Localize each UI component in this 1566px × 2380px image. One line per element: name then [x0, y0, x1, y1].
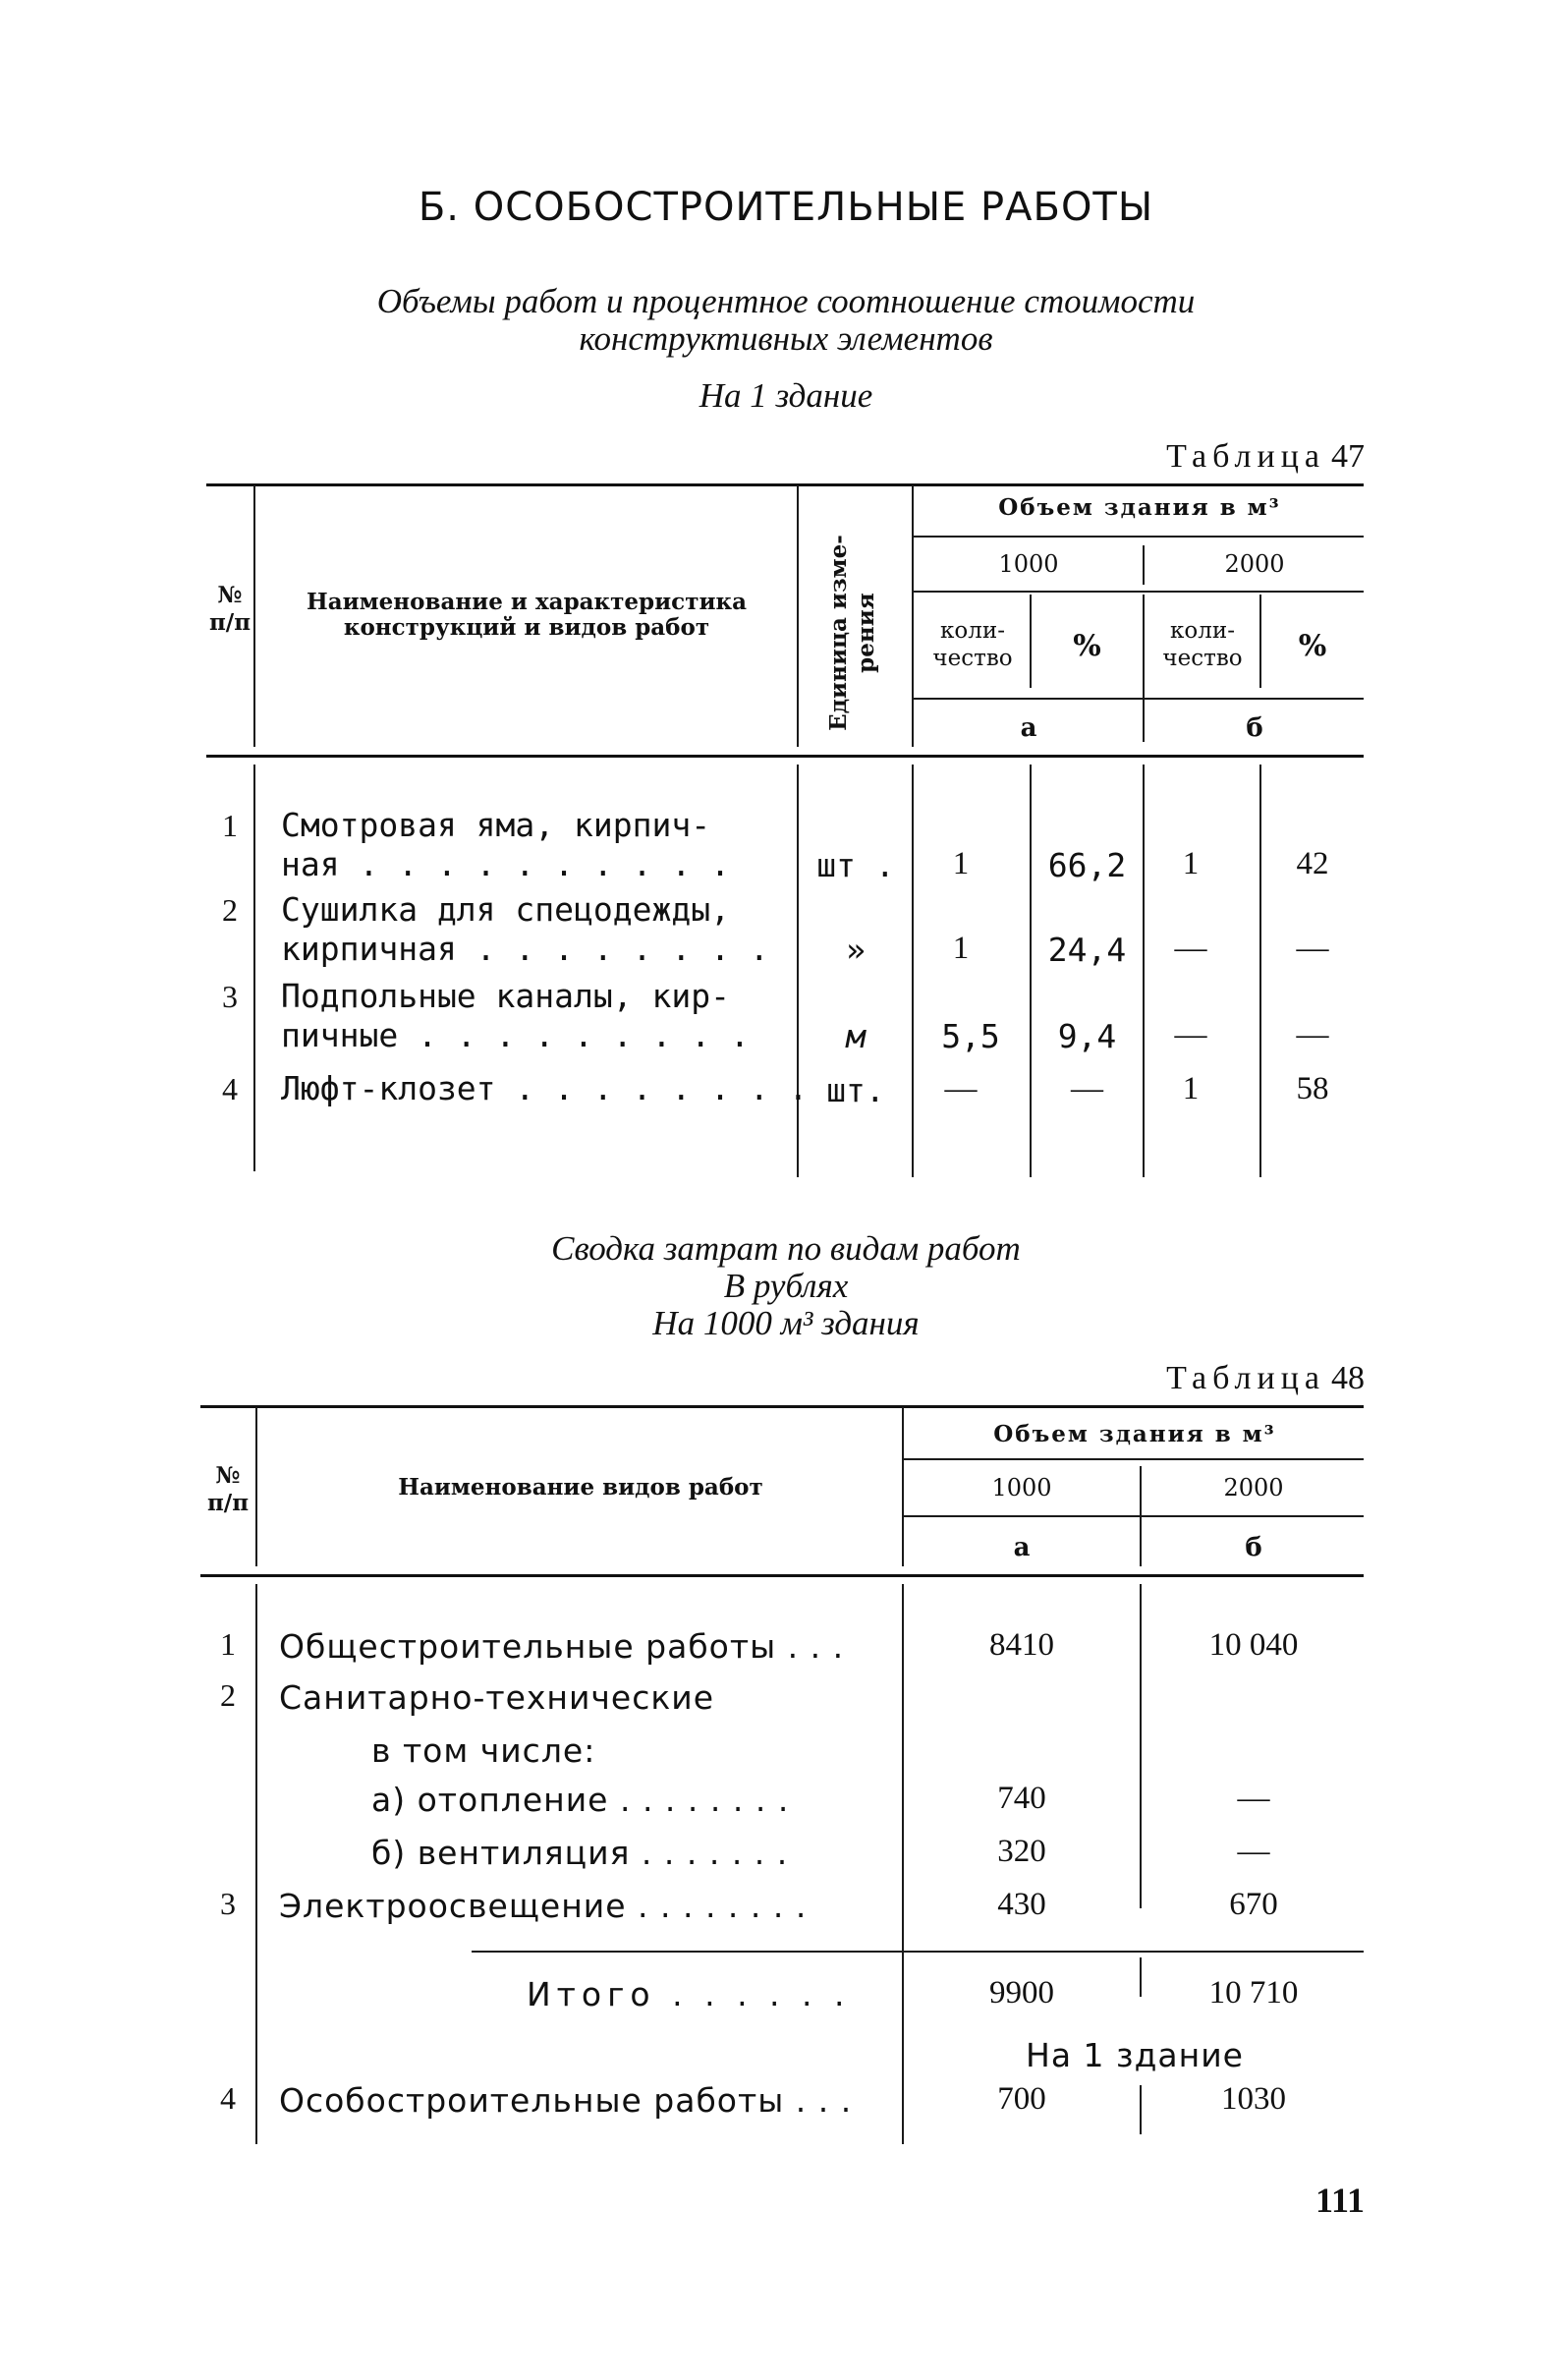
table47-header-col-a: а	[1020, 713, 1037, 743]
table47-vrule-b-body	[1259, 765, 1261, 1177]
total-label: Итого . . . . . .	[527, 1975, 851, 2013]
work-name: а) отопление . . . . . . . .	[371, 1781, 790, 1819]
row-number: 4	[222, 1071, 238, 1106]
section-title: Б. ОСОБОСТРОИТЕЛЬНЫЕ РАБОТЫ	[418, 185, 1154, 230]
work-name-line1: Смотровая яма, кирпич-	[281, 806, 711, 844]
work-name: б) вентиляция . . . . . . .	[371, 1834, 789, 1872]
table47-caption-line3: На 1 здание	[699, 376, 873, 415]
qty-b: 1	[1182, 846, 1200, 881]
table48-caption-line1: Сводка затрат по видам работ	[551, 1229, 1021, 1268]
table47-vrule-no	[253, 485, 255, 747]
per-building-note: На 1 здание	[1026, 2036, 1244, 2074]
work-name: Санитарно-технические	[279, 1678, 715, 1717]
pct-a: —	[1071, 1071, 1103, 1106]
table48-header-name: Наименование видов работ	[398, 1474, 763, 1501]
value-b: 10 040	[1208, 1627, 1299, 1663]
row-number: 1	[222, 808, 238, 843]
work-name: Особостроительные работы . . .	[279, 2081, 853, 2120]
qty-a: —	[944, 1071, 978, 1106]
qty-b: 1	[1182, 1071, 1200, 1106]
table47-vrule-mid-head	[1143, 595, 1145, 742]
work-name-line1: Сушилка для спецодежды,	[281, 890, 730, 929]
table47-header-rule	[206, 755, 1364, 758]
row-number: 4	[220, 2080, 236, 2116]
table47-top-rule	[206, 483, 1364, 486]
table48-vrule-no-head	[255, 1407, 257, 1566]
table47-vrule-mid-body	[1143, 765, 1145, 1177]
table48-vrule-mid-head	[1140, 1466, 1142, 1566]
qty-a: 1	[952, 846, 970, 881]
table48-caption-line2: В рублях	[723, 1267, 849, 1305]
pct-b: —	[1296, 931, 1329, 966]
page-number: 111	[1314, 2181, 1365, 2220]
table47-header-1000: 1000	[998, 550, 1059, 578]
table48-volume-rule	[904, 1458, 1364, 1460]
table47-vrule-a-body	[1030, 765, 1032, 1177]
value-b: —	[1237, 1834, 1270, 1869]
value-b: 1030	[1221, 2081, 1286, 2117]
table47-header-no: № п/п	[208, 582, 252, 636]
row-number: 3	[220, 1886, 236, 1921]
table48-total-rule	[472, 1951, 1364, 1953]
value-a: 320	[997, 1834, 1046, 1869]
table47-header-name: Наименование и характеристика конструкций и видов работ	[306, 589, 748, 641]
table48-header-1000: 1000	[991, 1474, 1052, 1502]
work-name-subheading: в том числе:	[371, 1731, 596, 1770]
table47-header-2000: 2000	[1224, 550, 1285, 578]
value-a: 740	[997, 1781, 1046, 1816]
qty-a: 1	[952, 931, 970, 966]
table48-header-no: № п/п	[206, 1462, 250, 1516]
row-number: 2	[220, 1677, 236, 1713]
unit: шт .	[816, 846, 895, 884]
table47-vrule-no-body	[253, 765, 255, 1171]
table47-volume-rule	[914, 536, 1364, 538]
table48-top-rule	[200, 1405, 1364, 1408]
table47-label-number: 47	[1331, 438, 1365, 475]
value-a: 8410	[989, 1627, 1054, 1663]
qty-a: 5,5	[941, 1017, 1000, 1055]
table48-vrule-total	[1140, 1957, 1142, 1997]
table48-size-rule	[904, 1515, 1364, 1517]
table47-label-word: Таблица	[1166, 438, 1325, 475]
unit: шт.	[826, 1071, 885, 1109]
qty-b: —	[1174, 1017, 1207, 1052]
table47-size-rule	[914, 591, 1364, 593]
qty-b: —	[1174, 931, 1207, 966]
work-name-line1: Люфт-клозет . . . . . . . .	[281, 1069, 809, 1107]
table48-vrule-name-body	[902, 1584, 904, 2144]
row-number: 3	[222, 979, 238, 1014]
table47-header-qty-a: коли- чество	[932, 618, 1013, 671]
total-a: 9900	[989, 1975, 1054, 2011]
table47-vrule-name-body	[797, 765, 799, 1177]
table47-vrule-unit	[912, 485, 914, 747]
table47-vrule-name	[797, 485, 799, 747]
table47-label	[1166, 438, 1365, 476]
table47-vrule-unit-body	[912, 765, 914, 1177]
table48-label-word: Таблица	[1166, 1360, 1325, 1396]
value-a: 700	[997, 2081, 1046, 2117]
table47-header-pct-b: %	[1298, 629, 1327, 663]
work-name-line2: кирпичная . . . . . . . .	[281, 930, 769, 968]
pct-a: 24,4	[1047, 931, 1127, 969]
table47-header-pct-a: %	[1073, 629, 1101, 663]
table48-label	[1166, 1360, 1365, 1397]
table47-caption-line1: Объемы работ и процентное соотношение стоимости	[376, 282, 1196, 320]
table48-header-2000: 2000	[1223, 1474, 1284, 1502]
table47-header-unit: Единица изме- рения	[825, 535, 879, 731]
pct-b: —	[1296, 1017, 1329, 1052]
work-name-line2: пичные . . . . . . . . .	[281, 1016, 750, 1054]
work-name-line1: Подпольные каналы, кир-	[281, 977, 730, 1015]
table47-header-col-b: б	[1246, 713, 1263, 743]
pct-a: 9,4	[1057, 1017, 1117, 1055]
row-number: 1	[220, 1626, 236, 1662]
table48-caption-line3: На 1000 м³ здания	[652, 1304, 920, 1342]
table48-label-number: 48	[1331, 1360, 1365, 1396]
total-b: 10 710	[1208, 1975, 1299, 2011]
row-number: 2	[222, 892, 238, 928]
table47-vrule-size	[1143, 545, 1145, 585]
unit: м	[846, 1017, 866, 1055]
table48-vrule-special	[1140, 2085, 1142, 2134]
table48-header-rule	[200, 1574, 1364, 1577]
pct-b: 42	[1296, 846, 1329, 881]
table48-vrule-name-head	[902, 1407, 904, 1566]
work-name-line2: ная . . . . . . . . . .	[281, 845, 730, 883]
table47-header-volume: Объем здания в м³	[998, 494, 1281, 521]
work-name: Электроосвещение . . . . . . . .	[279, 1887, 808, 1925]
table48-vrule-no-body	[255, 1584, 257, 2144]
work-name: Общестроительные работы . . .	[279, 1627, 845, 1666]
pct-a: 66,2	[1047, 846, 1127, 884]
table48-vrule-mid-body	[1140, 1584, 1142, 1908]
pct-b: 58	[1296, 1071, 1329, 1106]
unit: »	[846, 931, 866, 969]
table48-header-volume: Объем здания в м³	[993, 1421, 1276, 1447]
table47-header-qty-b: коли- чество	[1162, 618, 1243, 671]
table48-header-col-b: б	[1245, 1533, 1262, 1562]
value-b: 670	[1229, 1887, 1278, 1922]
table47-caption-line2: конструктивных элементов	[579, 319, 993, 358]
value-b: —	[1237, 1781, 1270, 1816]
table47-qty-rule	[914, 698, 1364, 700]
value-a: 430	[997, 1887, 1046, 1922]
table48-header-col-a: а	[1013, 1533, 1031, 1562]
